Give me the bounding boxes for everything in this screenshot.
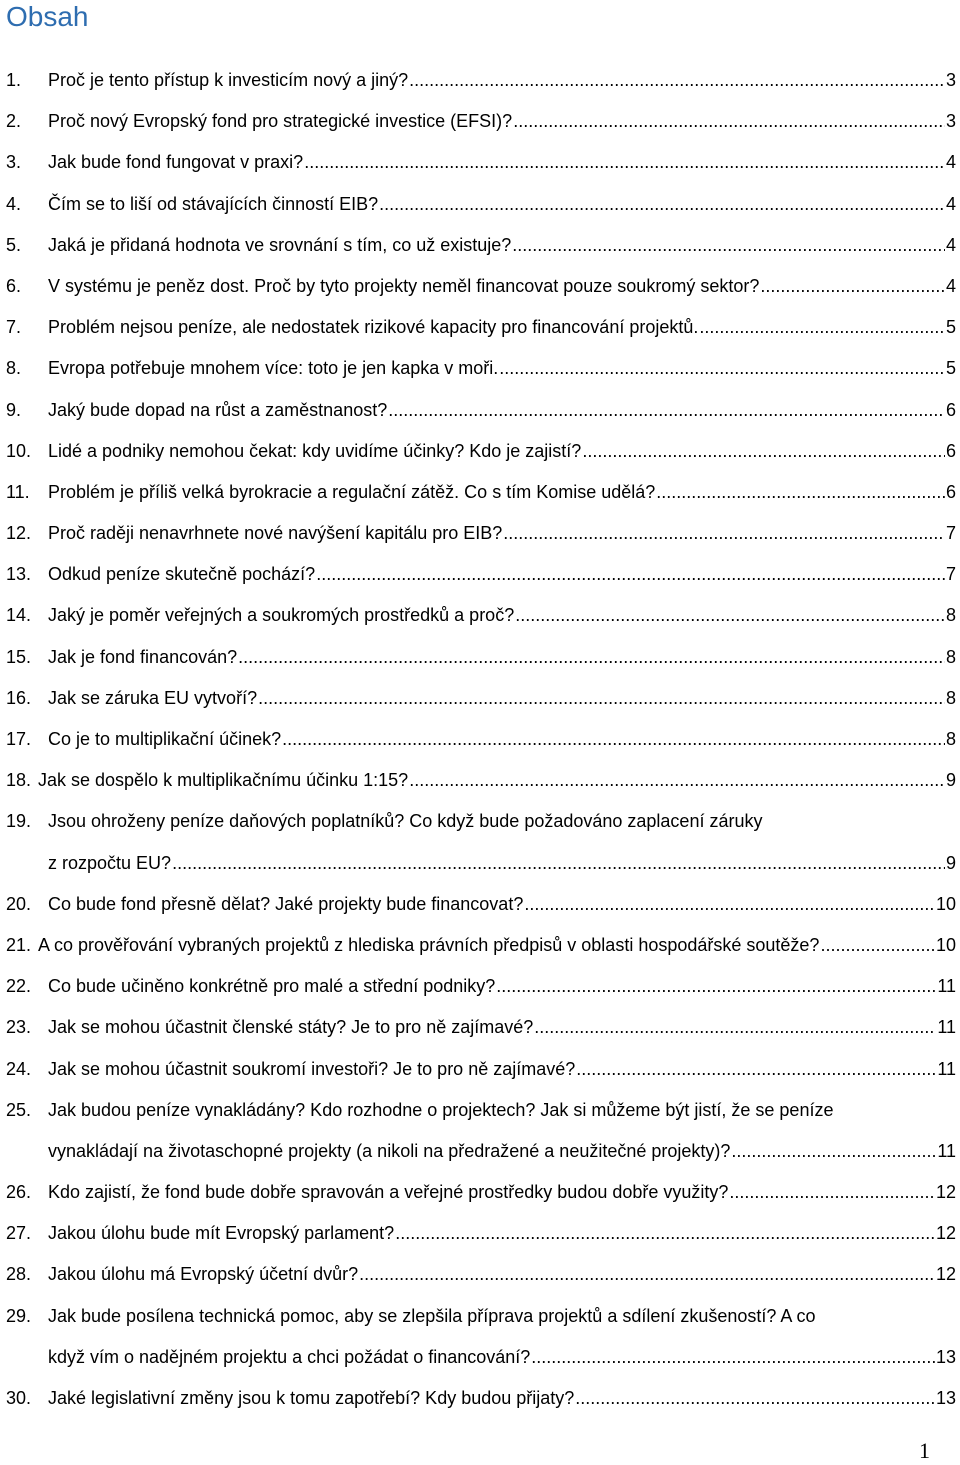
toc-entry-line (48, 60, 956, 101)
toc-entry-title: Jaké legislativní změny jsou k tomu zapotřebí? Kdy budou přijaty? (48, 1388, 575, 1408)
toc-entry-number: 8. (6, 358, 22, 379)
toc-entry-number: 12. (6, 523, 32, 544)
toc-entry-page: 11 (937, 1058, 956, 1079)
toc-entry-number: 2. (6, 111, 22, 132)
toc-entry[interactable] (6, 554, 956, 595)
toc-entry-number: 17. (6, 729, 32, 749)
toc-entry-line (48, 1172, 956, 1213)
toc-entry-title: Problém je příliš velká byrokracie a regulační zátěž. Co s tím Komise udělá? (48, 481, 656, 502)
toc-entry-number: 21. (6, 934, 32, 955)
dot-leader (316, 554, 945, 595)
toc-entry-page: 12 (935, 1182, 956, 1203)
toc-entry-title: Jsou ohroženy peníze daňových poplatníků? Co když bude požadováno zaplacení záruky (48, 811, 763, 832)
toc-entry[interactable] (6, 307, 956, 348)
toc-entry-number: 1. (6, 70, 22, 90)
toc-entry-number: 10. (6, 440, 32, 461)
toc-entry-page: 11 (937, 1140, 956, 1161)
toc-entry-number: 24. (6, 1058, 32, 1079)
toc-entry[interactable] (6, 719, 956, 760)
toc-entry-title: A co prověřování vybraných projektů z hlediska právních předpisů v oblasti hospodářské soutěže? (38, 934, 820, 955)
toc-entry-number: 29. (6, 1305, 32, 1326)
toc-entry-title: Proč je tento přístup k investicím nový a jiný? (48, 70, 409, 90)
toc-entry-title: Jak bude fond fungovat v praxi? (48, 152, 304, 173)
toc-entry-number: 26. (6, 1182, 32, 1203)
toc-entry-title: Co je to multiplikační účinek? (48, 729, 282, 749)
dot-leader (238, 637, 945, 678)
toc-entry-page: 11 (937, 1017, 956, 1038)
toc-entry-number: 6. (6, 275, 22, 296)
toc-entry-line (48, 1378, 956, 1419)
toc-entry-number: 5. (6, 234, 22, 255)
dot-leader (656, 472, 945, 513)
toc-entry-number: 28. (6, 1264, 32, 1285)
dot-leader (515, 595, 945, 636)
toc-entry-number: 30. (6, 1388, 32, 1408)
toc-entry-page: 8 (945, 687, 956, 708)
toc-entry-number: 20. (6, 893, 32, 914)
toc-entry-line (48, 1337, 956, 1378)
toc-entry-page: 7 (945, 523, 956, 544)
toc-entry-page: 6 (945, 399, 956, 420)
toc-entry-number: 19. (6, 811, 32, 832)
toc-entry-page: 10 (935, 893, 956, 914)
toc-entry-number: 27. (6, 1223, 32, 1244)
toc-entry-line (48, 142, 956, 183)
toc-entry-number: 9. (6, 399, 22, 420)
toc-entry-line (48, 1213, 956, 1254)
toc-entry-title: Jak bude posílena technická pomoc, aby se zlepšila příprava projektů a sdílení zkušeností? A co (48, 1305, 816, 1326)
toc-entry[interactable] (6, 1172, 956, 1213)
toc-entry-page: 8 (945, 646, 956, 667)
dot-leader (512, 225, 945, 266)
toc-entry-line (48, 1131, 956, 1172)
dot-leader (172, 843, 945, 884)
toc-entry[interactable] (6, 513, 956, 554)
toc-entry-page: 10 (935, 934, 956, 955)
dot-leader (503, 513, 945, 554)
page-title: Obsah (6, 1, 89, 32)
table-of-contents (6, 60, 956, 1419)
toc-entry-page: 3 (945, 70, 956, 90)
toc-entry-title: Jaký je poměr veřejných a soukromých prostředků a proč? (48, 605, 515, 626)
toc-entry-number: 3. (6, 152, 22, 173)
toc-entry[interactable] (6, 801, 956, 842)
toc-entry-title: Jaká je přidaná hodnota ve srovnání s tím, co už existuje? (48, 234, 512, 255)
toc-entry-number: 22. (6, 976, 32, 997)
toc-entry-number: 4. (6, 193, 22, 214)
toc-entry-title: Čím se to liší od stávajících činností EIB? (48, 193, 379, 214)
toc-entry-title: Kdo zajistí, že fond bude dobře spravován a veřejné prostředky budou dobře využity? (48, 1182, 729, 1203)
toc-entry[interactable] (6, 595, 956, 636)
dot-leader (304, 142, 945, 183)
toc-entry-title: V systému je peněz dost. Proč by tyto projekty neměl financovat pouze soukromý sektor? (48, 275, 760, 296)
dot-leader (531, 1337, 935, 1378)
toc-entry-line (48, 1007, 956, 1048)
toc-entry[interactable] (6, 184, 956, 225)
toc-entry-line (48, 431, 956, 472)
toc-entry-page: 8 (945, 605, 956, 626)
toc-entry-page: 12 (935, 1223, 956, 1244)
toc-entry[interactable] (6, 142, 956, 183)
toc-entry-title: Lidé a podniky nemohou čekat: kdy uvidíme účinky? Kdo je zajistí? (48, 440, 582, 461)
toc-entry-continuation[interactable] (6, 1131, 956, 1172)
toc-entry[interactable] (6, 1378, 956, 1419)
toc-entry-title: z rozpočtu EU? (48, 852, 172, 873)
toc-entry-page: 13 (935, 1388, 956, 1408)
toc-entry-line (48, 307, 956, 348)
toc-entry-title: Co bude fond přesně dělat? Jaké projekty bude financovat? (48, 893, 524, 914)
dot-leader (575, 1378, 935, 1419)
toc-entry[interactable] (6, 60, 956, 101)
toc-entry-page: 4 (945, 234, 956, 255)
toc-entry[interactable] (6, 472, 956, 513)
toc-entry-title: Jaký bude dopad na růst a zaměstnanost? (48, 399, 388, 420)
toc-entry[interactable] (6, 1296, 956, 1337)
toc-entry[interactable] (6, 925, 956, 966)
toc-entry[interactable] (6, 1049, 956, 1090)
toc-entry[interactable] (6, 1254, 956, 1295)
dot-leader (729, 1172, 935, 1213)
toc-entry[interactable] (6, 884, 956, 925)
toc-entry[interactable] (6, 637, 956, 678)
toc-entry-page: 12 (935, 1264, 956, 1285)
toc-entry-title: Jakou úlohu bude mít Evropský parlament? (48, 1223, 395, 1244)
toc-entry-title: Odkud peníze skutečně pochází? (48, 564, 316, 585)
toc-entry-number: 23. (6, 1017, 32, 1038)
toc-entry-line (48, 843, 956, 884)
toc-entry-title: Jak se záruka EU vytvoří? (48, 687, 258, 708)
toc-entry-line (48, 101, 956, 142)
toc-entry[interactable] (6, 266, 956, 307)
toc-entry-title: když vím o nadějném projektu a chci požádat o financování? (48, 1346, 531, 1367)
toc-entry-page: 3 (945, 111, 956, 132)
toc-entry-line (48, 554, 956, 595)
dot-leader (513, 101, 945, 142)
toc-entry-page: 6 (945, 481, 956, 502)
toc-entry[interactable] (6, 678, 956, 719)
toc-entry[interactable] (6, 1090, 956, 1131)
toc-entry-line (48, 884, 956, 925)
dot-leader (282, 719, 945, 760)
dot-leader (699, 307, 945, 348)
toc-entry-number: 14. (6, 605, 32, 626)
toc-entry-page: 4 (945, 152, 956, 173)
toc-entry-title: vynakládají na životaschopné projekty (a nikoli na předražené a neužitečné projekty)? (48, 1140, 731, 1161)
dot-leader (582, 431, 945, 472)
page-number: 1 (919, 1438, 930, 1463)
dot-leader (496, 966, 936, 1007)
toc-entry-continuation[interactable] (6, 843, 956, 884)
toc-entry-line (48, 1254, 956, 1295)
toc-entry-line (48, 719, 956, 760)
dot-leader (576, 1049, 936, 1090)
dot-leader (359, 1254, 935, 1295)
toc-entry-page: 5 (945, 358, 956, 379)
toc-entry-page: 4 (945, 275, 956, 296)
dot-leader (820, 925, 935, 966)
toc-entry-title: Evropa potřebuje mnohem více: toto je jen kapka v moři. (48, 358, 499, 379)
toc-entry-number: 18. (6, 770, 32, 791)
dot-leader (499, 348, 945, 389)
toc-entry[interactable] (6, 1007, 956, 1048)
toc-entry-title: Problém nejsou peníze, ale nedostatek rizikové kapacity pro financování projektů. (48, 317, 699, 338)
toc-entry-line (48, 513, 956, 554)
toc-entry-page: 9 (945, 770, 956, 791)
toc-entry-number: 25. (6, 1099, 32, 1120)
dot-leader (379, 184, 945, 225)
toc-entry[interactable] (6, 1213, 956, 1254)
toc-entry-line (48, 348, 956, 389)
toc-entry-title: Proč nový Evropský fond pro strategické investice (EFSI)? (48, 111, 513, 132)
toc-entry-number: 15. (6, 646, 32, 667)
dot-leader (395, 1213, 935, 1254)
toc-entry-line (48, 225, 956, 266)
toc-entry[interactable] (6, 101, 956, 142)
toc-entry-line (48, 966, 956, 1007)
toc-entry-title: Jak budou peníze vynakládány? Kdo rozhodne o projektech? Jak si můžeme být jistí, že se peníze (48, 1099, 834, 1120)
toc-entry-number: 16. (6, 687, 32, 708)
toc-entry-line (48, 1049, 956, 1090)
toc-entry-title: Co bude učiněno konkrétně pro malé a střední podniky? (48, 976, 496, 997)
dot-leader (258, 678, 945, 719)
toc-entry-line (38, 925, 956, 966)
dot-leader (388, 390, 945, 431)
toc-entry-line (38, 760, 956, 801)
dot-leader (760, 266, 945, 307)
toc-entry[interactable] (6, 390, 956, 431)
toc-entry[interactable] (6, 348, 956, 389)
dot-leader (731, 1131, 936, 1172)
toc-entry-line (48, 266, 956, 307)
toc-entry-line (48, 678, 956, 719)
toc-entry-page: 5 (945, 317, 956, 338)
toc-entry-page: 13 (935, 1346, 956, 1367)
toc-entry-page: 8 (945, 729, 956, 749)
toc-entry-line (48, 472, 956, 513)
toc-entry-number: 7. (6, 317, 22, 338)
toc-entry-page: 6 (945, 440, 956, 461)
toc-entry-title: Jak se mohou účastnit členské státy? Je to pro ně zajímavé? (48, 1017, 534, 1038)
toc-entry-title: Jak se mohou účastnit soukromí investoři? Je to pro ně zajímavé? (48, 1058, 576, 1079)
toc-entry-line (48, 595, 956, 636)
toc-entry-line (48, 637, 956, 678)
toc-entry-line (48, 184, 956, 225)
dot-leader (524, 884, 935, 925)
toc-entry[interactable] (6, 431, 956, 472)
toc-entry-page: 4 (945, 193, 956, 214)
toc-entry[interactable] (6, 966, 956, 1007)
toc-entry-continuation[interactable] (6, 1337, 956, 1378)
toc-entry-number: 13. (6, 564, 32, 585)
toc-entry-page: 11 (937, 976, 956, 997)
toc-entry-title: Jak je fond financován? (48, 646, 238, 667)
dot-leader (534, 1007, 936, 1048)
toc-entry-number: 11. (6, 481, 30, 502)
toc-entry[interactable] (6, 225, 956, 266)
dot-leader (409, 60, 945, 101)
toc-entry-page: 9 (945, 852, 956, 873)
toc-entry-line (48, 390, 956, 431)
toc-entry-title: Proč raději nenavrhnete nové navýšení kapitálu pro EIB? (48, 523, 503, 544)
toc-entry[interactable] (6, 760, 956, 801)
toc-entry-page: 7 (945, 564, 956, 585)
toc-entry-title: Jakou úlohu má Evropský účetní dvůr? (48, 1264, 359, 1285)
dot-leader (409, 760, 945, 801)
toc-entry-title: Jak se dospělo k multiplikačnímu účinku 1:15? (38, 770, 409, 791)
